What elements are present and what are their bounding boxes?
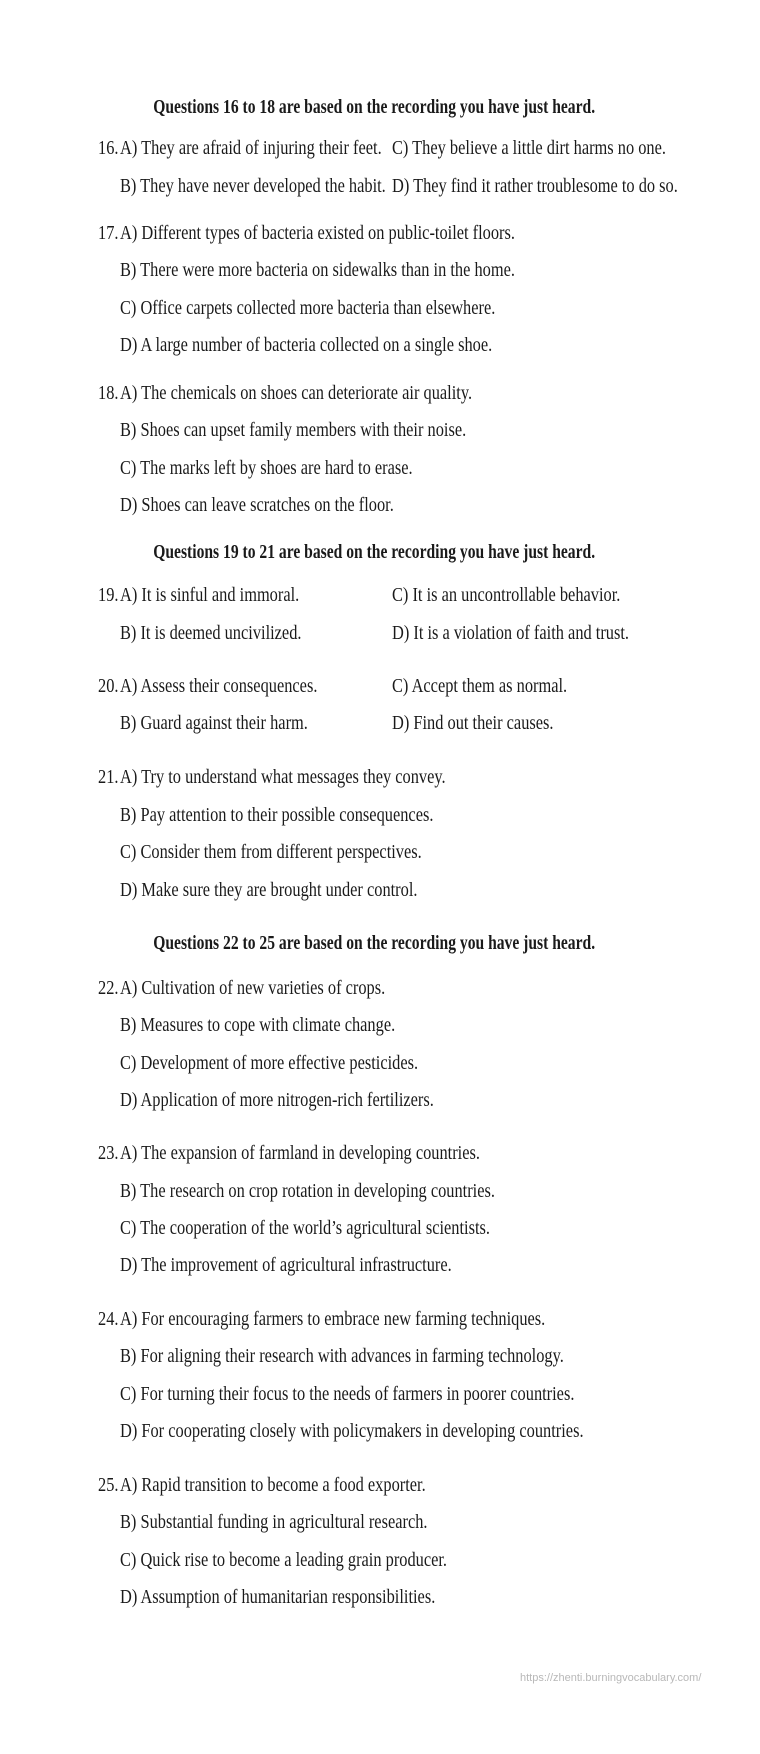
- q23-option-a: A) The expansion of farmland in developing countries.: [120, 1143, 480, 1164]
- q19-option-c: C) It is an uncontrollable behavior.: [392, 585, 621, 606]
- section-heading-16-18: Questions 16 to 18 are based on the recording you have just heard.: [153, 97, 596, 118]
- question-number-16: 16.: [98, 138, 119, 159]
- q23-option-d: D) The improvement of agricultural infrastructure.: [120, 1255, 452, 1276]
- q17-option-d: D) A large number of bacteria collected on a single shoe.: [120, 335, 493, 356]
- q22-option-a: A) Cultivation of new varieties of crops.: [120, 978, 386, 999]
- q22-option-c: C) Development of more effective pesticides.: [120, 1053, 419, 1074]
- question-number-24: 24.: [98, 1309, 119, 1330]
- q20-option-b: B) Guard against their harm.: [120, 713, 308, 734]
- q23-option-c: C) The cooperation of the world’s agricultural scientists.: [120, 1218, 490, 1239]
- q24-option-a: A) For encouraging farmers to embrace new farming techniques.: [120, 1309, 546, 1330]
- q18-option-b: B) Shoes can upset family members with their noise.: [120, 420, 467, 441]
- q22-option-b: B) Measures to cope with climate change.: [120, 1015, 396, 1036]
- q19-option-a: A) It is sinful and immoral.: [120, 585, 300, 606]
- q20-option-a: A) Assess their consequences.: [120, 676, 318, 697]
- q17-option-b: B) There were more bacteria on sidewalks than in the home.: [120, 260, 515, 281]
- q17-option-a: A) Different types of bacteria existed on public-toilet floors.: [120, 223, 515, 244]
- q25-option-d: D) Assumption of humanitarian responsibilities.: [120, 1587, 436, 1608]
- q18-option-d: D) Shoes can leave scratches on the floor.: [120, 495, 394, 516]
- q21-option-a: A) Try to understand what messages they convey.: [120, 767, 446, 788]
- section-heading-19-21: Questions 19 to 21 are based on the recording you have just heard.: [153, 542, 596, 563]
- q18-option-c: C) The marks left by shoes are hard to erase.: [120, 458, 413, 479]
- q16-option-a: A) They are afraid of injuring their feet.: [120, 138, 382, 159]
- q25-option-c: C) Quick rise to become a leading grain producer.: [120, 1550, 448, 1571]
- q22-option-d: D) Application of more nitrogen-rich fertilizers.: [120, 1090, 434, 1111]
- q21-option-c: C) Consider them from different perspectives.: [120, 842, 422, 863]
- q24-option-b: B) For aligning their research with advances in farming technology.: [120, 1346, 564, 1367]
- question-number-22: 22.: [98, 978, 119, 999]
- source-watermark: https://zhenti.burningvocabulary.com/: [520, 1672, 702, 1684]
- q21-option-d: D) Make sure they are brought under control.: [120, 880, 418, 901]
- q21-option-b: B) Pay attention to their possible consequences.: [120, 805, 434, 826]
- question-number-23: 23.: [98, 1143, 119, 1164]
- q25-option-b: B) Substantial funding in agricultural research.: [120, 1512, 428, 1533]
- q16-option-c: C) They believe a little dirt harms no one.: [392, 138, 666, 159]
- q17-option-c: C) Office carpets collected more bacteria than elsewhere.: [120, 298, 496, 319]
- question-number-25: 25.: [98, 1475, 119, 1496]
- question-number-20: 20.: [98, 676, 119, 697]
- q25-option-a: A) Rapid transition to become a food exporter.: [120, 1475, 426, 1496]
- q24-option-c: C) For turning their focus to the needs of farmers in poorer countries.: [120, 1384, 575, 1405]
- q20-option-d: D) Find out their causes.: [392, 713, 554, 734]
- question-number-18: 18.: [98, 383, 119, 404]
- q20-option-c: C) Accept them as normal.: [392, 676, 568, 697]
- q19-option-d: D) It is a violation of faith and trust.: [392, 623, 630, 644]
- q24-option-d: D) For cooperating closely with policymakers in developing countries.: [120, 1421, 584, 1442]
- q23-option-b: B) The research on crop rotation in developing countries.: [120, 1181, 495, 1202]
- q18-option-a: A) The chemicals on shoes can deteriorate air quality.: [120, 383, 473, 404]
- q16-option-d: D) They find it rather troublesome to do so.: [392, 176, 678, 197]
- section-heading-22-25: Questions 22 to 25 are based on the recording you have just heard.: [153, 933, 596, 954]
- question-number-21: 21.: [98, 767, 119, 788]
- q16-option-b: B) They have never developed the habit.: [120, 176, 386, 197]
- q19-option-b: B) It is deemed uncivilized.: [120, 623, 302, 644]
- question-number-17: 17.: [98, 223, 119, 244]
- question-number-19: 19.: [98, 585, 119, 606]
